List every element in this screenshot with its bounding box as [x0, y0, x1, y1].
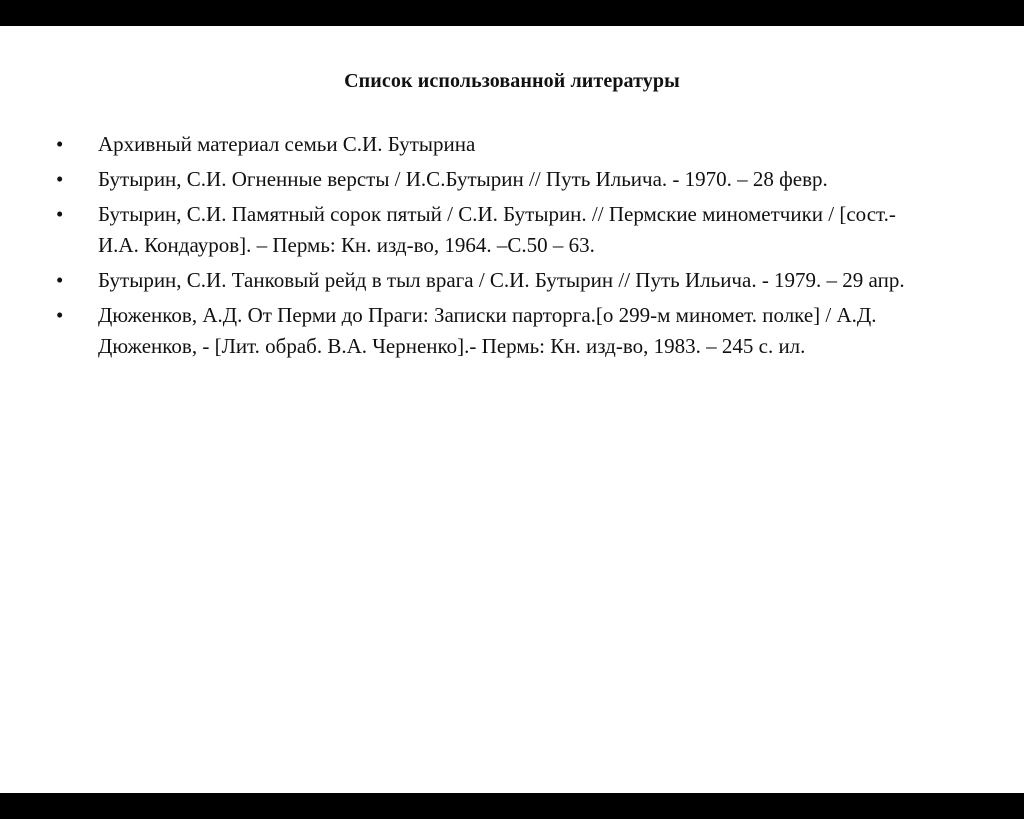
letterbox-bottom	[0, 793, 1024, 819]
letterbox-top	[0, 0, 1024, 26]
list-item	[56, 164, 936, 195]
list-item-text: Дюженков, А.Д. От Перми до Праги: Записки парторга.[о 299-м миномет. полке] / А.Д. Дюженков, - [Лит. обраб. В.А. Черненко].- Пермь: Кн. изд-во, 1983. – 245 с. ил.	[98, 303, 877, 358]
list-item-text: Бутырин, С.И. Памятный сорок пятый / С.И. Бутырин. // Пермские минометчики / [сост.-И.А. Кондауров]. – Пермь: Кн. изд-во, 1964. –С.50 – 63.	[98, 202, 896, 257]
bullet-icon: •	[56, 202, 64, 226]
bullet-icon: •	[56, 268, 64, 292]
list-item-text: Архивный материал семьи С.И. Бутырина	[98, 132, 476, 156]
slide-page	[0, 26, 1024, 793]
slide-title: Список использованной литературы	[344, 70, 680, 92]
list-item-text: Бутырин, С.И. Огненные версты / И.С.Бутырин // Путь Ильича. - 1970. – 28 февр.	[98, 167, 828, 191]
list-item-text: Бутырин, С.И. Танковый рейд в тыл врага / С.И. Бутырин // Путь Ильича. - 1979. – 29 апр.	[98, 268, 905, 292]
bullet-icon: •	[56, 167, 64, 191]
bullet-icon: •	[56, 132, 64, 156]
bullet-icon: •	[56, 303, 64, 327]
list-item	[56, 265, 936, 296]
list-item	[56, 199, 936, 261]
list-item	[56, 300, 936, 362]
list-item	[56, 129, 936, 160]
bibliography-list	[56, 129, 936, 366]
